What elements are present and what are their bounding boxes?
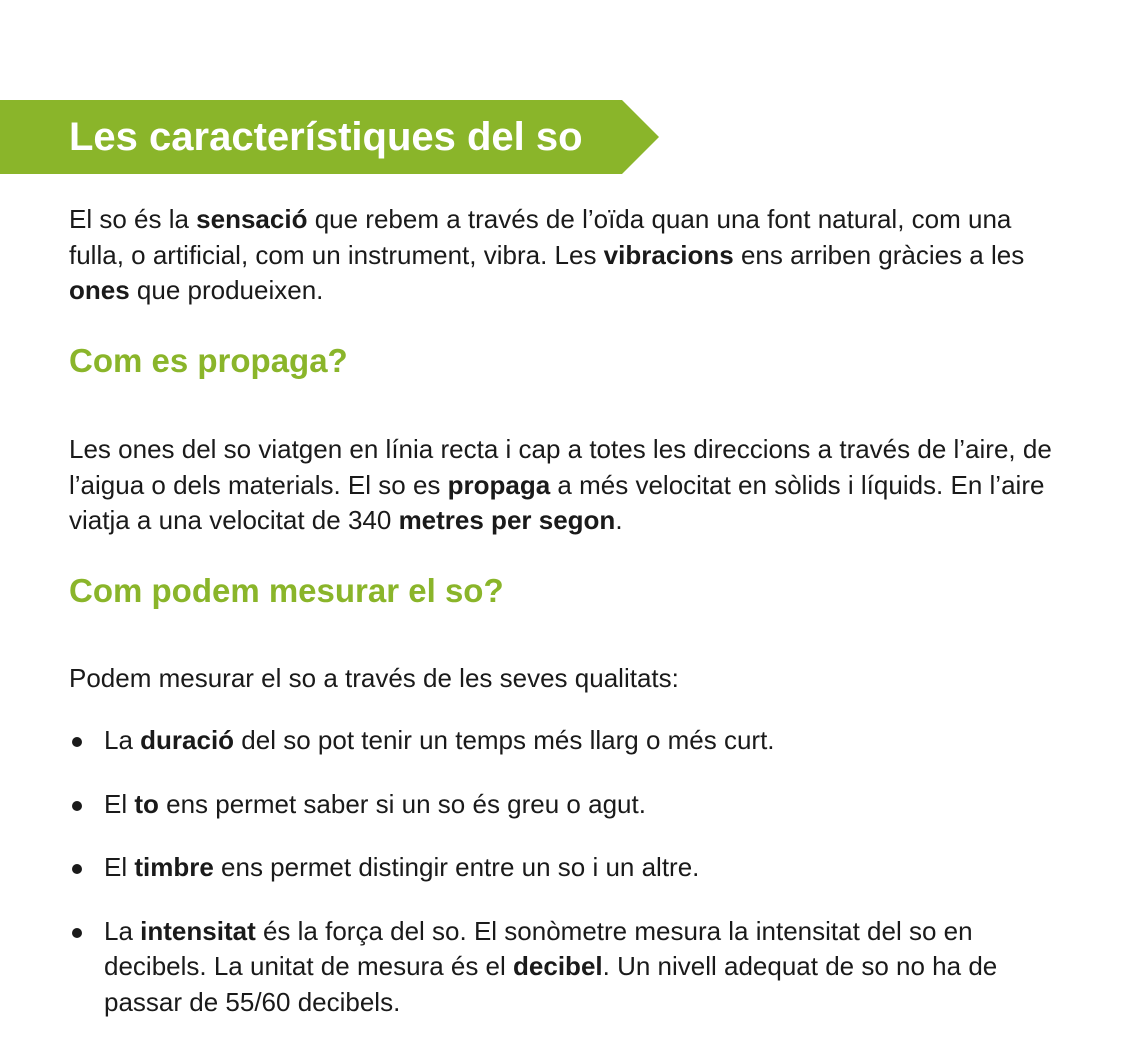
list-item bbox=[69, 850, 1069, 886]
qualities-list bbox=[69, 723, 1069, 1048]
section-heading-measurement: Com podem mesurar el so? bbox=[69, 572, 504, 609]
text-run: . Un nivell adequat de so no ha de passar de 55/60 decibels. bbox=[104, 951, 998, 1017]
intro-paragraph bbox=[69, 202, 1069, 309]
bold-term: duració bbox=[140, 725, 235, 755]
bold-term: decibel bbox=[513, 951, 603, 981]
text-run: que rebem a través de l’oïda quan una font natural, com una fulla, o artificial, com un instrument, vibra. Les bbox=[69, 204, 1012, 270]
bullet-icon bbox=[72, 801, 82, 811]
text-run: El bbox=[104, 852, 135, 882]
bold-term: intensitat bbox=[140, 915, 256, 946]
section-heading-propagation: Com es propaga? bbox=[69, 342, 348, 379]
bullet-icon bbox=[72, 928, 82, 938]
text-run: és la força del so. El sonòmetre mesura la intensitat del so en decibels. La unitat de mesura és el bbox=[104, 915, 973, 981]
bullet-icon bbox=[72, 737, 82, 747]
list-item bbox=[69, 723, 1069, 759]
text-run: . bbox=[615, 505, 623, 535]
bold-term: sensació bbox=[196, 204, 308, 234]
text-run: que produeixen. bbox=[129, 275, 324, 305]
text-run: Les ones del so viatgen en línia recta i cap a totes les direccions a través de l’aire, de l’aigua o dels materials. El so es bbox=[69, 434, 1052, 500]
bold-term: propaga bbox=[447, 469, 551, 500]
text-run: La bbox=[104, 725, 141, 755]
text-run: ens permet saber si un so és greu o agut. bbox=[158, 788, 646, 819]
bold-term: vibracions bbox=[603, 239, 734, 270]
list-item bbox=[69, 787, 1069, 823]
bold-term: timbre bbox=[134, 852, 214, 882]
bullet-icon bbox=[72, 864, 82, 874]
page-title: Les característiques del so bbox=[69, 115, 583, 159]
bold-term: ones bbox=[69, 275, 130, 305]
measurement-intro: Podem mesurar el so a través de les seves qualitats: bbox=[69, 663, 679, 693]
propagation-paragraph bbox=[69, 432, 1069, 539]
text-run: del so pot tenir un temps més llarg o més curt. bbox=[234, 725, 775, 755]
list-item bbox=[69, 914, 1069, 1021]
bold-term: to bbox=[134, 788, 159, 819]
text-run: a més velocitat en sòlids i líquids. En l’aire viatja a una velocitat de 340 bbox=[69, 469, 1045, 535]
text-run: ens arriben gràcies a les bbox=[733, 239, 1025, 270]
text-run: La bbox=[104, 915, 141, 946]
text-run: El bbox=[104, 788, 135, 819]
title-banner bbox=[0, 100, 660, 174]
text-run: ens permet distingir entre un so i un altre. bbox=[213, 852, 700, 882]
text-run: El so és la bbox=[69, 204, 197, 234]
bold-term: metres per segon bbox=[398, 505, 616, 535]
